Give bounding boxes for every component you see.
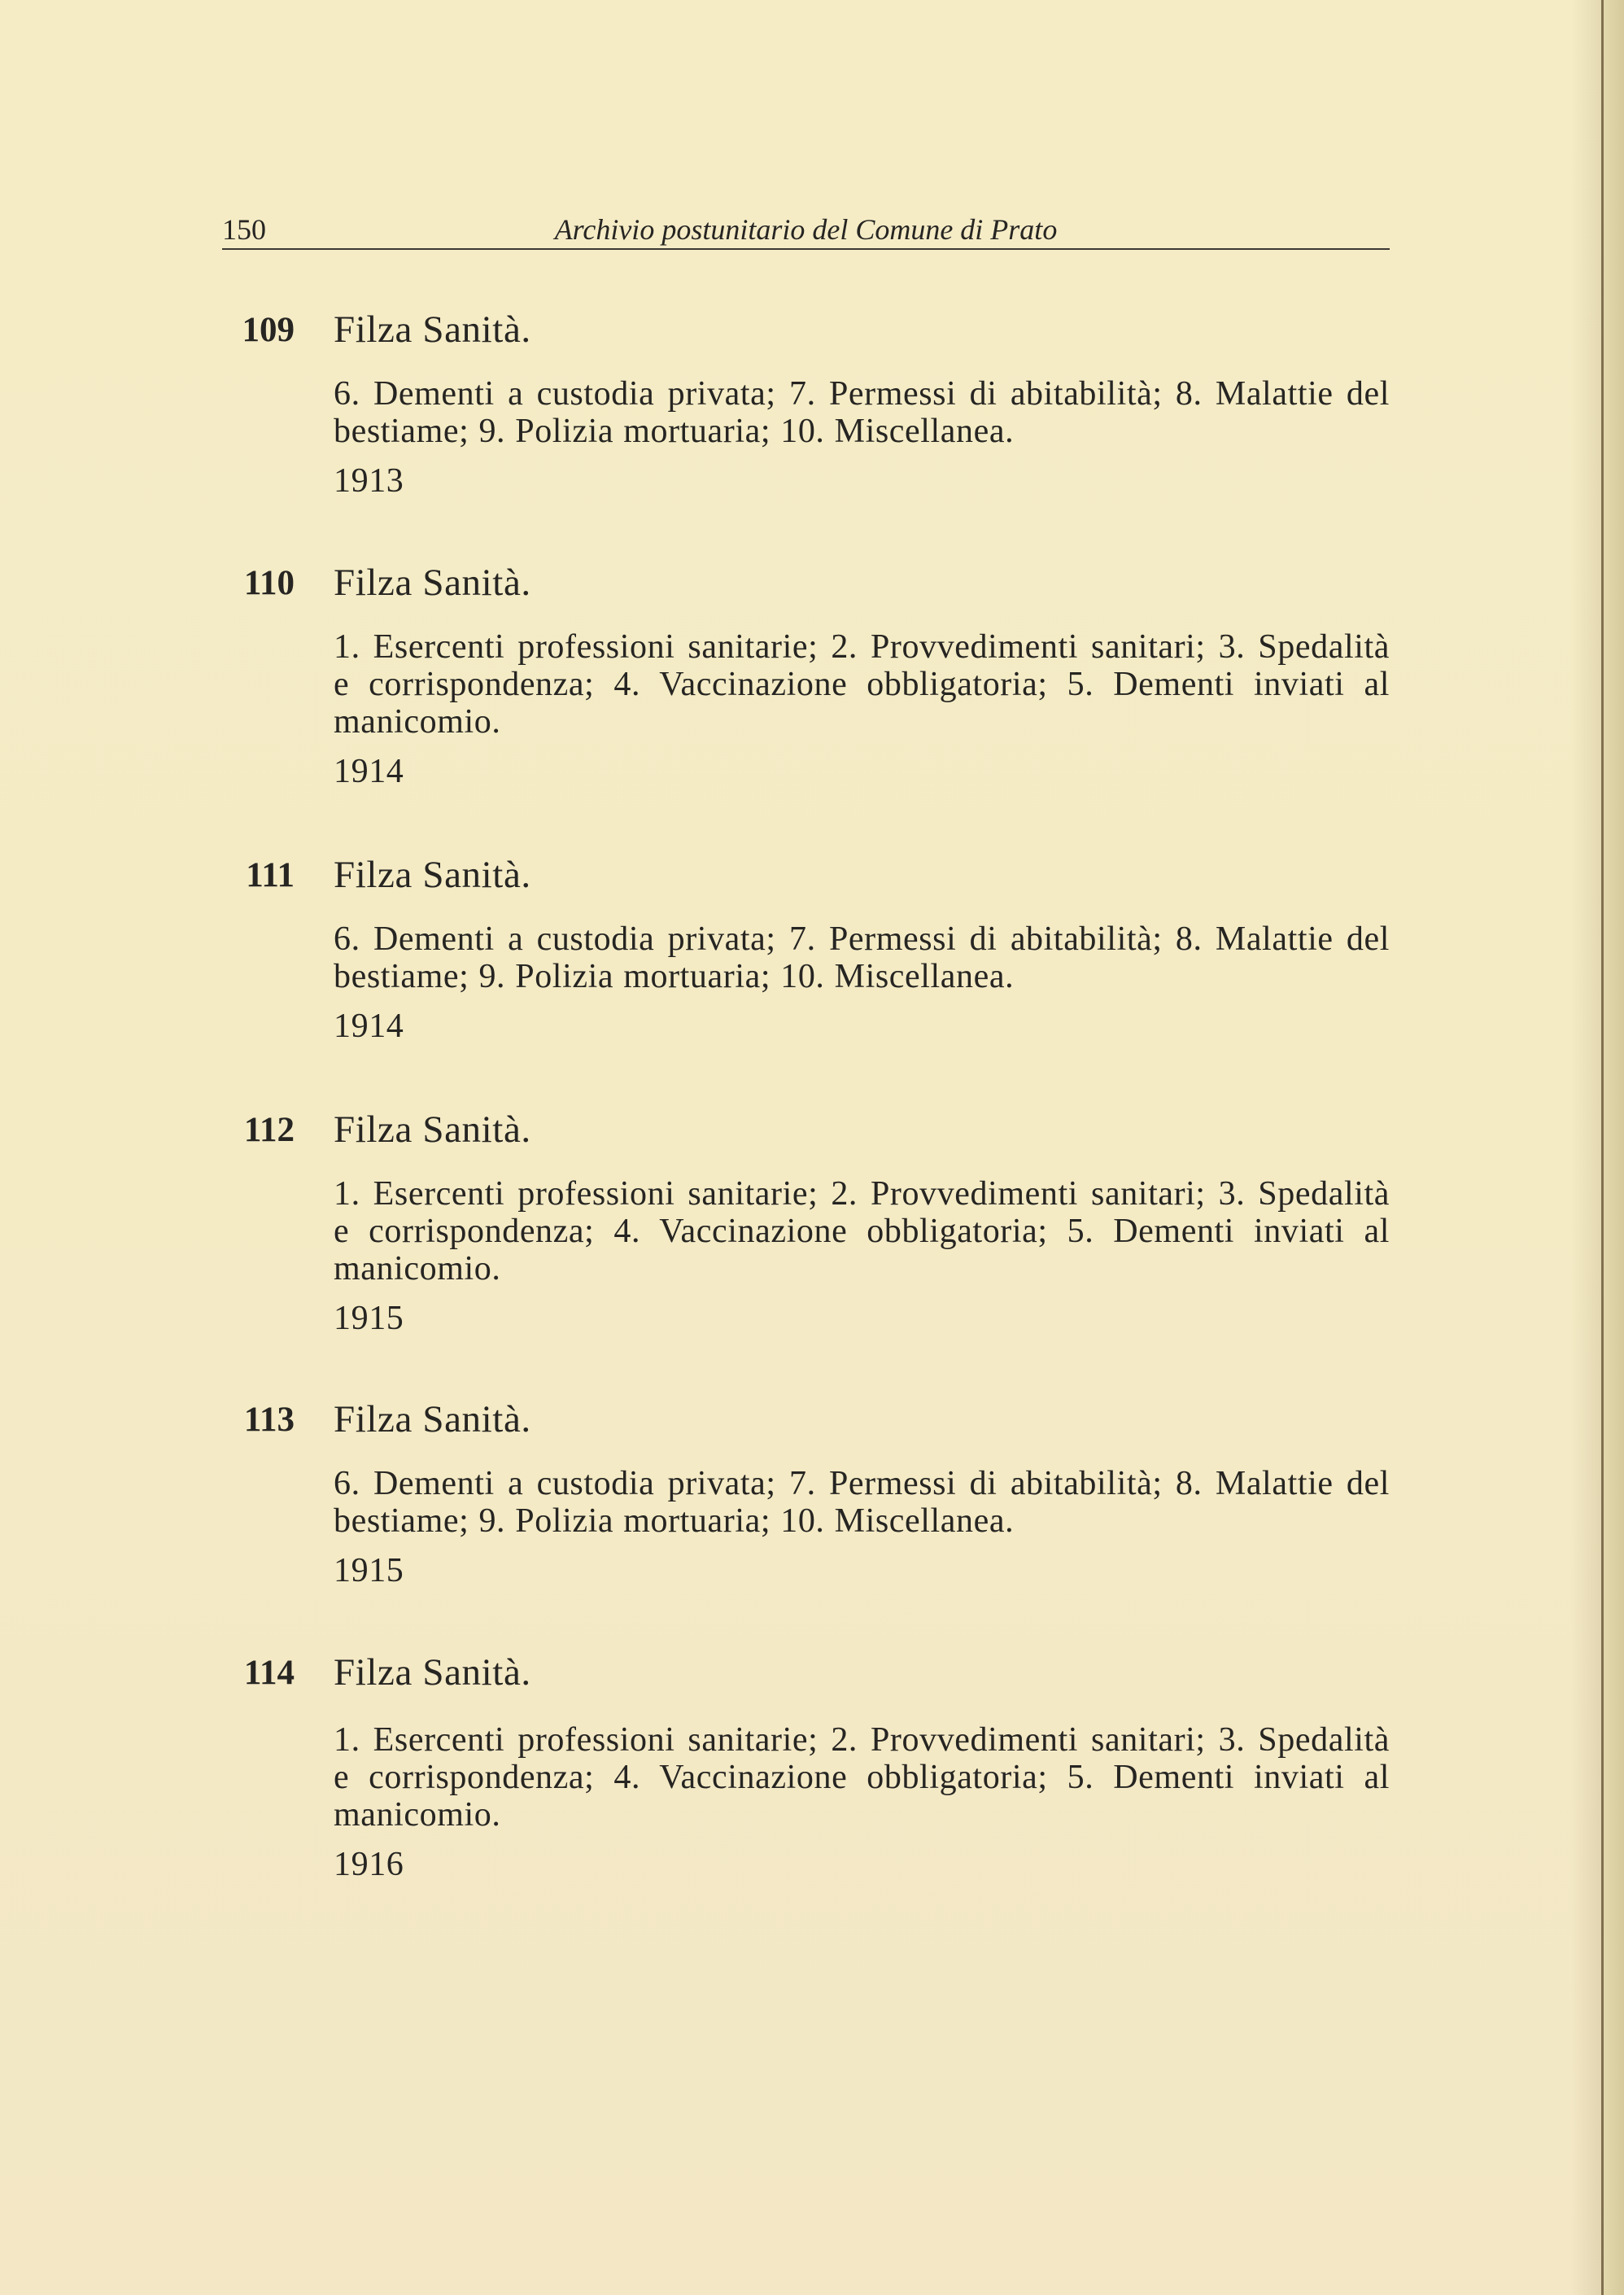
entry-heading (243, 562, 1390, 604)
entry-year: 1914 (334, 1008, 404, 1045)
description-line: manicomio. (334, 703, 501, 741)
catalog-entry (243, 1108, 1390, 1337)
entry-description (334, 628, 1390, 741)
page-edge (1601, 0, 1624, 2295)
entry-number: 110 (243, 564, 295, 602)
entry-title: Filza Sanità. (334, 1651, 531, 1694)
description-line: e corrispondenza; 4. Vaccinazione obbligatoria; 5. Dementi inviati al (334, 1213, 1390, 1250)
entry-title: Filza Sanità. (334, 1108, 531, 1151)
entry-number: 111 (246, 856, 295, 894)
catalog-entry (243, 1651, 1390, 1883)
entry-heading (246, 854, 1390, 896)
catalog-entry (246, 854, 1390, 1045)
catalog-entry (243, 562, 1390, 790)
entry-description (334, 1175, 1390, 1287)
page-edge-shadow (1570, 0, 1601, 2295)
description-line: e corrispondenza; 4. Vaccinazione obbligatoria; 5. Dementi inviati al (334, 666, 1390, 703)
description-line: 1. Esercenti professioni sanitarie; 2. Provvedimenti sanitari; 3. Spedalità (334, 628, 1390, 666)
description-line: 6. Dementi a custodia privata; 7. Permessi di abitabilità; 8. Malattie del (334, 375, 1390, 413)
entry-year: 1914 (334, 753, 404, 790)
description-line: 1. Esercenti professioni sanitarie; 2. Provvedimenti sanitari; 3. Spedalità (334, 1175, 1390, 1213)
entry-title: Filza Sanità. (334, 854, 531, 896)
catalog-entry (243, 1398, 1390, 1589)
entry-number: 112 (243, 1111, 295, 1149)
running-title: Archivio postunitario del Comune di Prato (554, 213, 1058, 246)
entry-heading (243, 1398, 1390, 1440)
entry-number: 113 (243, 1401, 295, 1439)
description-line: 1. Esercenti professioni sanitarie; 2. Provvedimenti sanitari; 3. Spedalità (334, 1721, 1390, 1759)
description-line: bestiame; 9. Polizia mortuaria; 10. Miscellanea. (334, 413, 1015, 450)
description-line: manicomio. (334, 1796, 501, 1834)
catalog-entry (242, 308, 1390, 500)
entry-description (334, 375, 1390, 450)
entry-description (334, 1721, 1390, 1834)
description-line: bestiame; 9. Polizia mortuaria; 10. Miscellanea. (334, 1502, 1015, 1540)
entry-description (334, 1465, 1390, 1540)
description-line: 6. Dementi a custodia privata; 7. Permessi di abitabilità; 8. Malattie del (334, 1465, 1390, 1502)
entry-year: 1916 (334, 1846, 404, 1883)
entry-description (334, 920, 1390, 995)
entry-year: 1913 (334, 462, 404, 500)
entry-title: Filza Sanità. (334, 562, 531, 604)
description-line: 6. Dementi a custodia privata; 7. Permessi di abitabilità; 8. Malattie del (334, 920, 1390, 958)
description-line: e corrispondenza; 4. Vaccinazione obbligatoria; 5. Dementi inviati al (334, 1759, 1390, 1796)
header-rule (222, 248, 1390, 250)
entry-heading (242, 308, 1390, 351)
entry-title: Filza Sanità. (334, 308, 531, 351)
entry-heading (243, 1108, 1390, 1151)
entry-year: 1915 (334, 1300, 404, 1337)
entry-number: 114 (243, 1654, 295, 1692)
entry-number: 109 (242, 311, 295, 349)
page-number: 150 (222, 213, 266, 246)
description-line: manicomio. (334, 1250, 501, 1287)
entry-heading (243, 1651, 1390, 1694)
description-line: bestiame; 9. Polizia mortuaria; 10. Miscellanea. (334, 958, 1015, 995)
entry-title: Filza Sanità. (334, 1398, 531, 1440)
entry-year: 1915 (334, 1552, 404, 1589)
